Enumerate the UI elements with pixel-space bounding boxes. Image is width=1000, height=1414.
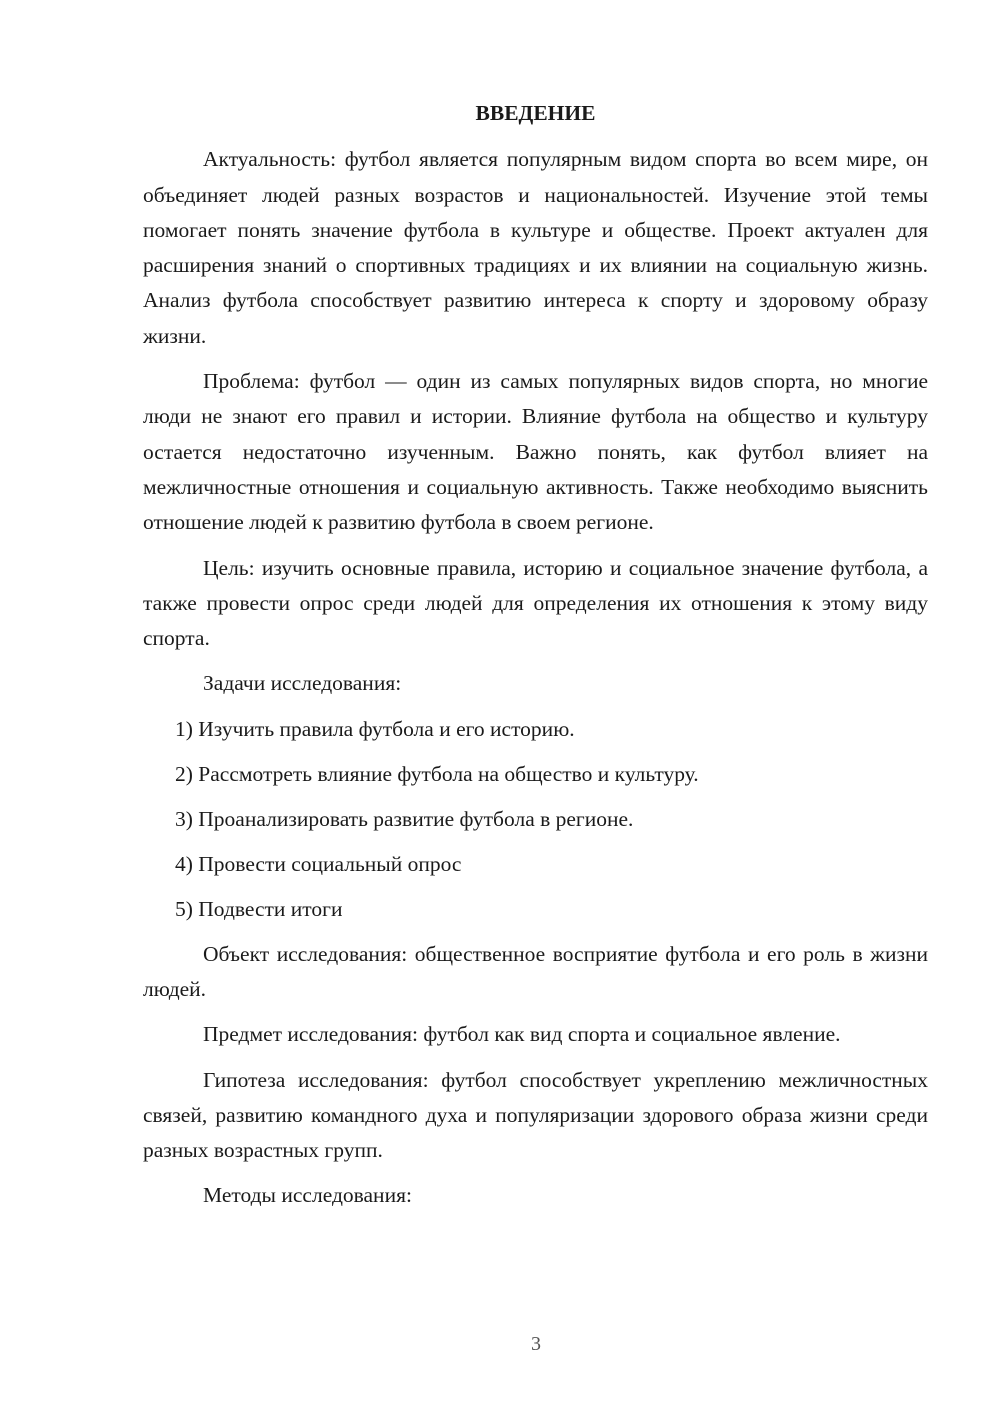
list-item: 5) Подвести итоги (175, 896, 343, 921)
list-item: 2) Рассмотреть влияние футбола на общество и культуру. (175, 761, 699, 786)
section-title: ВВЕДЕНИЕ (475, 101, 596, 125)
problem-paragraph: Проблема: футбол — один из самых популярных видов спорта, но многие люди не знают его правил и истории. Влияние футбола на общество и культуру остается недостаточно изученным. Важно понять, как футбол влияет на межличностные отношения и социальную активность. Также необходимо выяснить отношение людей к развитию футбола в своем регионе. (143, 369, 928, 535)
tasks-label: Задачи исследования: (203, 671, 402, 696)
methods-label: Методы исследования: (203, 1183, 412, 1208)
subject-paragraph: Предмет исследования: футбол как вид спорта и социальное явление. (203, 1022, 841, 1047)
relevance-paragraph: Актуальность: футбол является популярным видом спорта во всем мире, он объединяет людей разных возрастов и национальностей. Изучение этой темы помогает понять значение футбола в культуре и обществе. Проект актуален для расширения знаний о спортивных традициях и их влиянии на социальную жизнь. Анализ футбола способствует развитию интереса к спорту и здоровому образу жизни. (143, 147, 928, 348)
goal-paragraph: Цель: изучить основные правила, историю и социальное значение футбола, а также провести опрос среди людей для определения их отношения к этому виду спорта. (143, 555, 928, 651)
tasks-list (143, 712, 928, 927)
list-item: 3) Проанализировать развитие футбола в регионе. (175, 806, 634, 831)
hypothesis-paragraph: Гипотеза исследования: футбол способствует укреплению межличностных связей, развитию командного духа и популяризации здорового образа жизни среди разных возрастных групп. (143, 1067, 928, 1163)
list-item: 1) Изучить правила футбола и его историю. (175, 716, 575, 741)
page-content (143, 96, 928, 1224)
list-item: 4) Провести социальный опрос (175, 851, 462, 876)
object-paragraph: Объект исследования: общественное восприятие футбола и его роль в жизни людей. (143, 941, 928, 1001)
page-number: 3 (531, 1333, 541, 1355)
